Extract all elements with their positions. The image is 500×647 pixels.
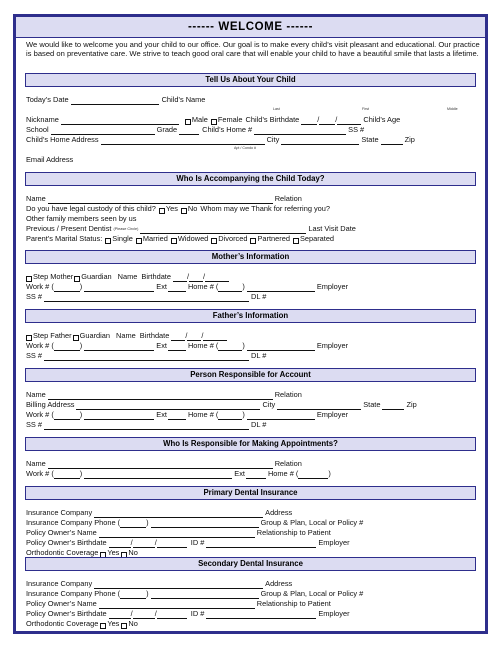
email-label: Email Address [26,155,74,164]
secondary-ins-phone-label: Insurance Company Phone ( [26,589,121,598]
section-header-appointments: Who Is Responsible for Making Appointments? [25,437,476,451]
appointments-name-field[interactable] [48,461,273,469]
date-separator: / [154,538,157,547]
appointments-work-phone-field[interactable] [84,471,232,479]
child-birth-day-field[interactable] [319,115,338,125]
date-separator: / [317,115,320,124]
child-ss-label: SS # [348,125,365,134]
childs-name-label: Child’s Name [161,95,206,104]
primary-owner-birth-day-field[interactable] [130,538,155,548]
female-label: Female [217,115,243,124]
last-visit-label: Last Visit Date [308,224,356,233]
mother-work-label: Work # ( [26,282,54,291]
secondary-relationship-label: Relationship to Patient [256,599,331,608]
mother-ss-label: SS # [26,292,43,301]
section-header-account: Person Responsible for Account [25,368,476,382]
father-work-phone-field[interactable] [84,343,154,351]
billing-address-field[interactable] [76,402,260,410]
section-header-father: Father’s Information [25,309,476,323]
secondary-ortho-label: Orthodontic Coverage [26,619,99,628]
childs-home-address-field[interactable] [101,137,265,145]
primary-ortho-yes-label: Yes [107,548,120,557]
primary-ins-phone-area-field[interactable] [120,518,149,528]
partnered-label: Partnered [257,234,290,243]
primary-ins-address-label: Address [265,508,293,517]
secondary-group-plan-label: Group & Plan, Local or Policy # [260,589,364,598]
married-checkbox[interactable] [136,238,142,244]
secondary-ortho-no-label: No [128,619,138,628]
secondary-id-field[interactable] [206,611,316,619]
secondary-ortho-no-checkbox[interactable] [121,623,127,629]
intro-paragraph: We would like to welcome you and your child to our office. Our goal is to make every child’s visit pleasant and educational. Our practice is based on preventative care. We strive to teach good oral care that will enable your child to have a beautiful smile that lasts a lifetime. [26,40,480,59]
secondary-id-label: ID # [190,609,205,618]
mother-dl-label: DL # [251,292,267,301]
mother-ext-label: Ext [156,282,167,291]
appointments-ext-label: Ext [234,469,245,478]
paren: ) [79,410,83,419]
father-ss-field[interactable] [44,353,249,361]
child-birth-month-field[interactable] [301,115,320,125]
widowed-checkbox[interactable] [171,238,177,244]
divorced-checkbox[interactable] [211,238,217,244]
primary-ins-company-field[interactable] [94,510,263,518]
paren: ) [146,518,149,527]
primary-ortho-no-label: No [128,548,138,557]
billing-state-field[interactable] [382,402,404,410]
other-family-label: Other family members seen by us [26,214,137,223]
paren: ) [79,341,83,350]
father-birthdate-label: Birthdate [139,331,170,340]
father-work-label: Work # ( [26,341,54,350]
accompany-name-label: Name [26,194,46,203]
secondary-ins-company-label: Insurance Company [26,579,93,588]
account-ss-label: SS # [26,420,43,429]
custody-question: Do you have legal custody of this child? [26,204,156,213]
section-header-secondary-insurance: Secondary Dental Insurance [25,557,476,571]
mother-home-phone-field[interactable] [247,284,315,292]
appointments-home-area-field[interactable] [298,469,331,479]
primary-policy-owner-name-field[interactable] [99,530,255,538]
primary-owner-birth-month-field[interactable] [109,540,131,548]
appointments-work-area-field[interactable] [54,469,83,479]
father-guardian-label: Guardian [79,331,111,340]
secondary-ins-address-label: Address [265,579,293,588]
mother-birth-year-field[interactable] [205,274,229,282]
custody-yes-label: Yes [165,204,178,213]
father-ext-label: Ext [156,341,167,350]
secondary-policy-owner-name-field[interactable] [99,601,255,609]
billing-state-label: State [363,400,381,409]
child-city-field[interactable] [281,137,359,145]
account-home-area-field[interactable] [218,410,245,420]
nickname-field[interactable] [61,117,179,125]
billing-city-field[interactable] [277,402,361,410]
grade-field[interactable] [179,127,199,135]
account-ext-label: Ext [156,410,167,419]
paren: ) [146,589,149,598]
father-birth-day-field[interactable] [187,331,204,341]
welcome-form [13,14,488,634]
referral-label: Whom may we Thank for referring you? [200,204,331,213]
child-city-label: City [266,135,280,144]
date-separator: / [130,538,133,547]
mother-birthdate-label: Birthdate [141,272,171,281]
paren: ) [242,341,245,350]
primary-id-label: ID # [190,538,205,547]
father-birth-month-field[interactable] [171,331,188,341]
apt-condo-caption: Apt / Condo # [234,146,256,150]
single-label: Single [112,234,133,243]
paren: ) [242,282,245,291]
male-label: Male [191,115,208,124]
childs-home-phone-field[interactable] [254,127,346,135]
account-ext-field[interactable] [168,412,186,420]
paren: ) [328,469,331,478]
paren: ) [79,469,83,478]
father-ext-field[interactable] [168,343,186,351]
child-state-field[interactable] [381,137,403,145]
appointments-home-label: Home # ( [267,469,299,478]
father-ss-label: SS # [26,351,43,360]
account-work-phone-field[interactable] [84,412,154,420]
appointments-work-label: Work # ( [26,469,54,478]
mother-employer-label: Employer [316,282,349,291]
secondary-ins-phone-field[interactable] [151,591,259,599]
prev-dentist-field[interactable] [140,226,306,234]
date-separator: / [186,272,190,281]
section-header-mother: Mother’s Information [25,250,476,264]
separated-checkbox[interactable] [293,238,299,244]
secondary-owner-birth-year-field[interactable] [154,609,187,619]
step-mother-label: Step Mother [33,272,74,281]
secondary-owner-birth-month-field[interactable] [109,611,131,619]
form-title: ------ WELCOME ------ [16,17,485,38]
account-work-area-field[interactable] [54,410,83,420]
date-separator: / [201,331,204,340]
section-header-accompany: Who Is Accompanying the Child Today? [25,172,476,186]
married-label: Married [142,234,168,243]
mother-work-phone-field[interactable] [84,284,154,292]
todays-date-field[interactable] [71,97,159,105]
date-separator: / [130,609,133,618]
todays-date-label: Today’s Date [26,95,69,104]
mother-home-area-field[interactable] [218,282,245,292]
account-name-field[interactable] [48,392,273,400]
billing-address-label: Billing Address [26,400,75,409]
secondary-ins-company-field[interactable] [94,581,263,589]
primary-id-field[interactable] [206,540,316,548]
primary-employer-label: Employer [318,538,350,547]
appointments-ext-field[interactable] [246,471,266,479]
school-label: School [26,125,49,134]
single-checkbox[interactable] [105,238,111,244]
childs-age-label: Child’s Age [363,115,401,124]
school-field[interactable] [51,127,155,135]
child-birth-year-field[interactable] [337,117,361,125]
primary-ins-phone-label: Insurance Company Phone ( [26,518,121,527]
father-home-phone-field[interactable] [247,343,315,351]
date-separator: / [185,331,188,340]
father-home-label: Home # ( [187,341,219,350]
account-home-label: Home # ( [187,410,219,419]
secondary-ins-phone-area-field[interactable] [120,589,149,599]
primary-policy-owner-birthdate-label: Policy Owner’s Birthdate [26,538,107,547]
billing-zip-label: Zip [406,400,417,409]
mother-birth-day-field[interactable] [186,272,206,282]
account-ss-field[interactable] [44,422,249,430]
date-separator: / [335,115,338,124]
primary-ortho-label: Orthodontic Coverage [26,548,99,557]
first-caption: First [362,107,369,111]
account-relation-label: Relation [274,390,302,399]
section-header-child: Tell Us About Your Child [25,73,476,87]
accompany-name-field[interactable] [48,196,273,204]
childs-home-address-label: Child’s Home Address [26,135,99,144]
marital-status-label: Parent’s Marital Status: [26,234,103,243]
mother-name-label: Name [117,272,138,281]
account-work-label: Work # ( [26,410,54,419]
section-header-primary-insurance: Primary Dental Insurance [25,486,476,500]
secondary-ortho-yes-checkbox[interactable] [100,623,106,629]
mother-guardian-label: Guardian [81,272,112,281]
please-circle-note: (Please Circle) [113,227,139,231]
secondary-employer-label: Employer [318,609,350,618]
father-home-area-field[interactable] [218,341,245,351]
custody-no-label: No [187,204,198,213]
accompany-relation-label: Relation [274,194,302,203]
partnered-checkbox[interactable] [250,238,256,244]
widowed-label: Widowed [177,234,209,243]
middle-caption: Middle [447,107,458,111]
nickname-label: Nickname [26,115,59,124]
father-employer-label: Employer [316,341,349,350]
mother-ss-field[interactable] [44,294,249,302]
father-name-label: Name [116,331,136,340]
paren: ) [79,282,83,291]
father-dl-label: DL # [251,351,267,360]
child-zip-label: Zip [404,135,415,144]
account-dl-label: DL # [251,420,267,429]
mother-home-label: Home # ( [187,282,219,291]
child-state-label: State [361,135,379,144]
account-employer-label: Employer [316,410,349,419]
last-caption: Last [273,107,280,111]
grade-label: Grade [156,125,178,134]
childs-birthdate-label: Child’s Birthdate [245,115,300,124]
childs-home-phone-label: Child’s Home # [202,125,253,134]
primary-policy-owner-name-label: Policy Owner’s Name [26,528,97,537]
secondary-policy-owner-birthdate-label: Policy Owner’s Birthdate [26,609,107,618]
account-name-label: Name [26,390,46,399]
secondary-ortho-yes-label: Yes [107,619,120,628]
primary-relationship-label: Relationship to Patient [256,528,331,537]
paren: ) [242,410,245,419]
separated-label: Separated [299,234,335,243]
step-father-label: Step Father [33,331,72,340]
mother-birth-month-field[interactable] [173,272,190,282]
secondary-owner-birth-day-field[interactable] [130,609,155,619]
father-work-area-field[interactable] [54,341,83,351]
date-separator: / [203,272,206,281]
mother-work-area-field[interactable] [54,282,83,292]
appointments-name-label: Name [26,459,46,468]
billing-city-label: City [262,400,276,409]
divorced-label: Divorced [218,234,248,243]
secondary-policy-owner-name-label: Policy Owner’s Name [26,599,97,608]
prev-dentist-label: Previous / Present Dentist [26,224,112,233]
appointments-relation-label: Relation [274,459,302,468]
primary-ins-company-label: Insurance Company [26,508,93,517]
account-home-phone-field[interactable] [247,412,315,420]
father-birth-year-field[interactable] [203,333,227,341]
date-separator: / [154,609,157,618]
primary-owner-birth-year-field[interactable] [154,538,187,548]
primary-ins-phone-field[interactable] [151,520,259,528]
primary-group-plan-label: Group & Plan, Local or Policy # [260,518,364,527]
mother-ext-field[interactable] [168,284,186,292]
